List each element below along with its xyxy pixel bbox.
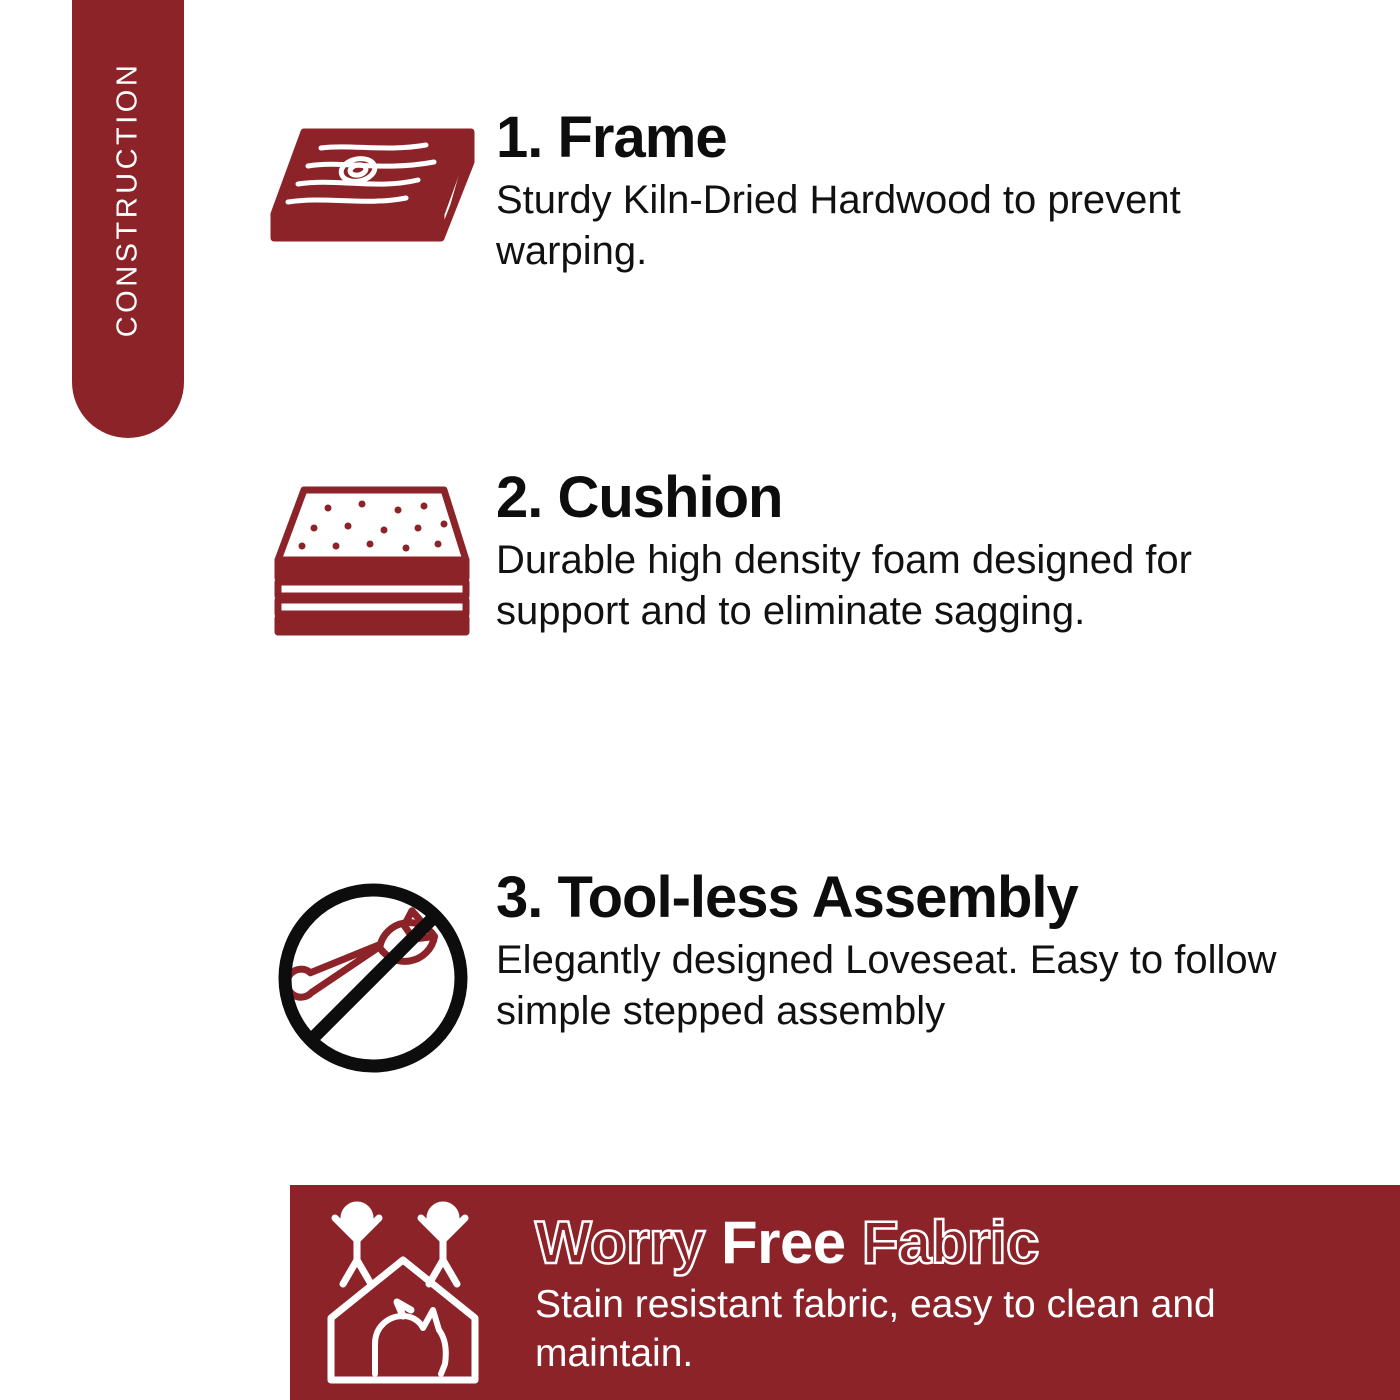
no-tools-wrench-icon <box>273 878 473 1078</box>
feature-assembly-description: Elegantly designed Loveseat. Easy to follow simple stepped assembly <box>496 937 1277 1034</box>
foam-cushion-icon <box>266 478 481 643</box>
feature-cushion-description: Durable high density foam designed for support and to eliminate sagging. <box>496 537 1192 634</box>
foam-cushion-icon-wrapper <box>258 468 488 643</box>
feature-tool-less-assembly <box>258 865 1296 1078</box>
wood-plank-icon-wrapper <box>258 108 488 253</box>
feature-cushion-text <box>488 465 1316 637</box>
banner-text <box>525 1207 1355 1379</box>
family-pet-home-icon <box>315 1198 500 1388</box>
feature-cushion-title: 2. Cushion <box>496 465 783 530</box>
family-pet-home-icon-wrapper <box>290 1198 525 1388</box>
feature-assembly-title: 3. Tool-less Assembly <box>496 865 1078 930</box>
wood-plank-icon <box>266 118 481 253</box>
banner-title-free: Free <box>720 1208 862 1276</box>
feature-frame-text <box>488 105 1316 277</box>
banner-title-fabric: Fabric <box>861 1208 1039 1276</box>
feature-frame-description: Sturdy Kiln-Dried Hardwood to prevent warping. <box>496 177 1181 274</box>
construction-side-tab-label: CONSTRUCTION <box>111 61 144 337</box>
banner-description: Stain resistant fabric, easy to clean and maintain. <box>535 1282 1216 1375</box>
construction-side-tab <box>72 0 184 438</box>
banner-title <box>535 1208 1355 1276</box>
feature-frame <box>258 105 1316 277</box>
worry-free-fabric-banner <box>290 1185 1400 1400</box>
feature-assembly-text <box>488 865 1296 1037</box>
feature-cushion <box>258 465 1316 643</box>
feature-frame-title: 1. Frame <box>496 105 727 170</box>
no-tools-wrench-icon-wrapper <box>258 868 488 1078</box>
banner-title-worry: Worry <box>535 1208 721 1276</box>
